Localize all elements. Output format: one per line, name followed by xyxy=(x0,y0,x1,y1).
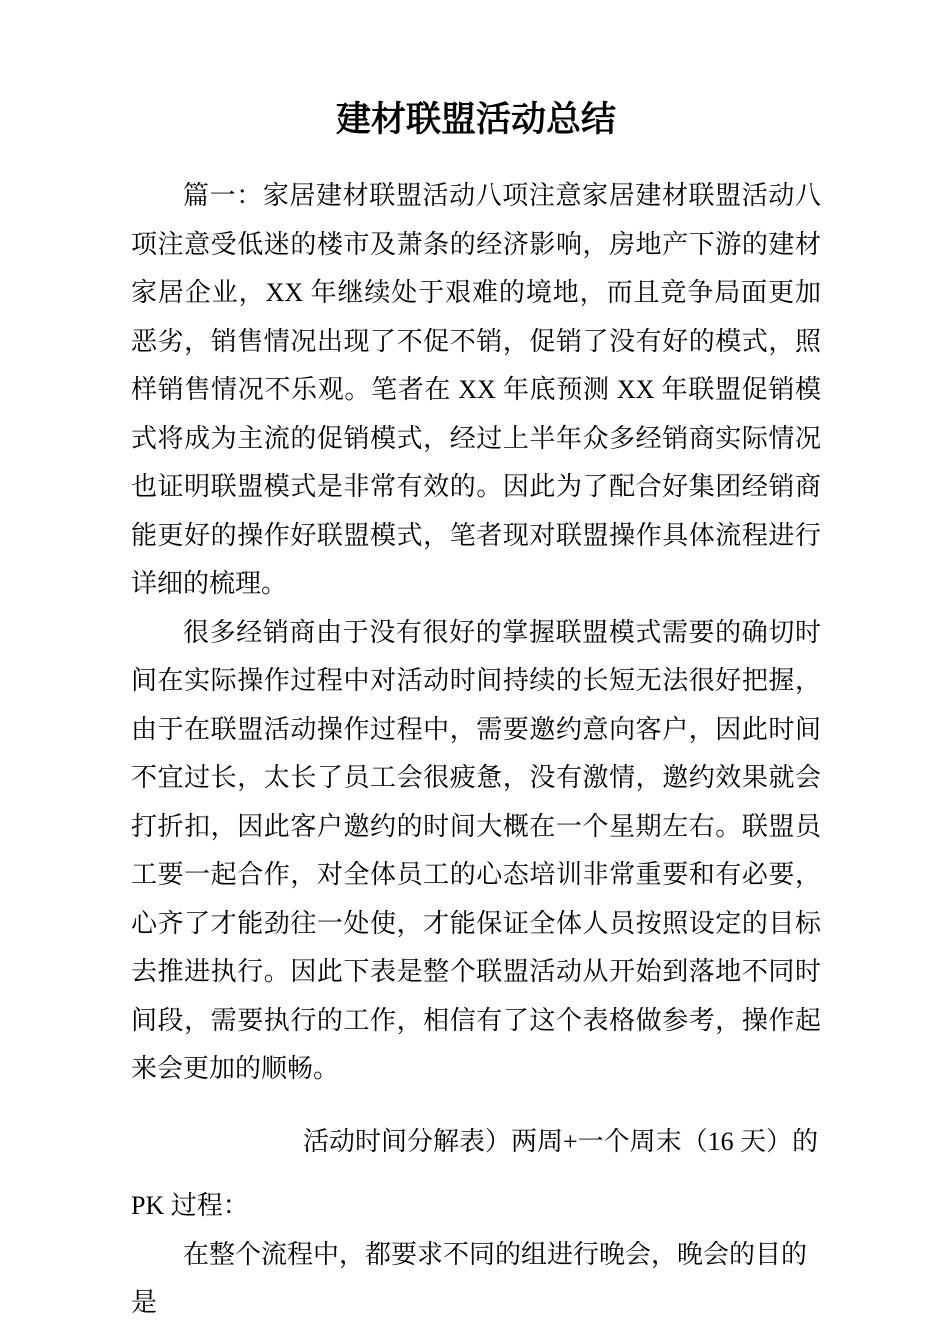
paragraph-3-activity-time-table-line: 活动时间分解表）两周+一个周末（16 天）的 xyxy=(303,1126,819,1156)
paragraph-5: 在整个流程中，都要求不同的组进行晚会，晚会的目的是 xyxy=(131,1239,808,1317)
document-title: 建材联盟活动总结 xyxy=(335,100,616,139)
paragraph-4-pk-process-label: PK 过程： xyxy=(131,1191,249,1220)
paragraph-1: 篇一：家居建材联盟活动八项注意家居建材联盟活动八项注意受低迷的楼市及萧条的经济影响，房地产下游的建材家居企业，XX 年继续处于艰难的境地，而且竞争局面更加恶劣，销售情况出现了不促不销，促销了没有好的模式，照样销售情况不乐观。笔者在 XX 年底预测 XX 年联盟促销模式将成为主流的促销模式，经过上半年众多经销商实际情况也证明联盟模式是非常有效的。因此为了配合好集团经销商能更好的操作好联盟模式，笔者现对联盟操作具体流程进行详细的梳理。 xyxy=(131,181,821,598)
paragraph-2: 很多经销商由于没有很好的掌握联盟模式需要的确切时间在实际操作过程中对活动时间持续的长短无法很好把握，由于在联盟活动操作过程中，需要邀约意向客户，因此时间不宜过长，太长了员工会很疲惫，没有激情，邀约效果就会打折扣，因此客户邀约的时间大概在一个星期左右。联盟员工要一起合作，对全体员工的心态培训非常重要和有必要，心齐了才能劲往一处使，才能保证全体人员按照设定的目标去推进执行。因此下表是整个联盟活动从开始到落地不同时间段，需要执行的工作，相信有了这个表格做参考，操作起来会更加的顺畅。 xyxy=(131,617,821,1083)
